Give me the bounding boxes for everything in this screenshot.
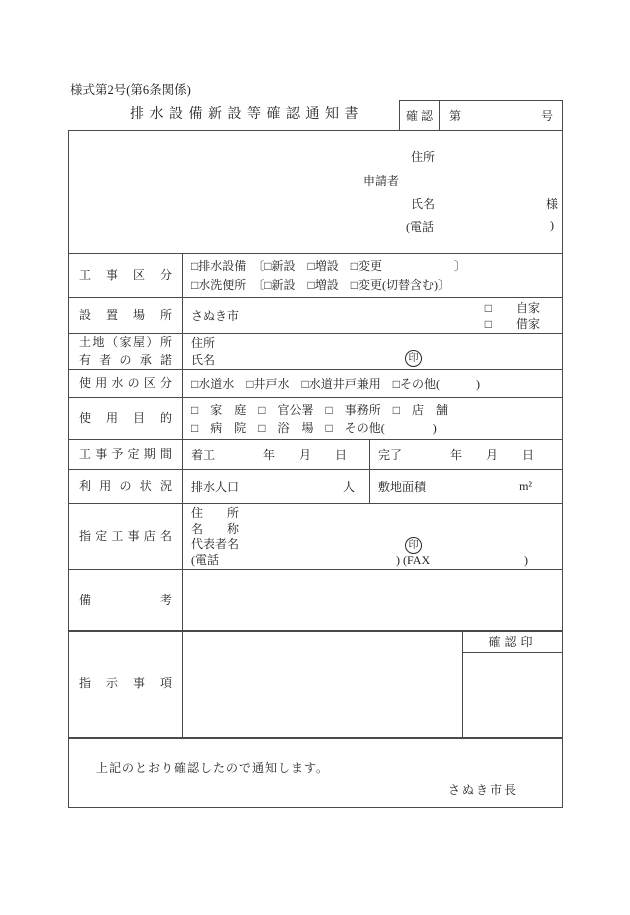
applicant-phone-close: ) xyxy=(550,218,554,232)
contractor-name-label: 名 称 xyxy=(191,521,240,536)
contractor-phone-fax: ) (FAX xyxy=(396,552,431,567)
remarks-label-cell xyxy=(69,570,183,631)
main-form-table xyxy=(68,130,563,632)
notification-footer xyxy=(68,738,563,808)
purpose-label: 使用目的 xyxy=(79,410,172,425)
site-area-cell xyxy=(370,470,562,503)
flush-toilet-options-line: □水洗便所 〔□新設 □増設 □変更(切替含む)〕 xyxy=(191,277,450,292)
remarks-row xyxy=(69,569,562,631)
rented-house-checkbox-line: □ 借家 xyxy=(484,316,540,331)
site-area-label: 敷地面積 xyxy=(378,480,427,494)
confirmation-seal-column xyxy=(462,631,562,737)
contractor-row xyxy=(69,503,562,569)
construction-category-content xyxy=(183,254,562,297)
water-type-label-cell xyxy=(69,370,183,397)
contractor-seal-icon: 印 xyxy=(405,537,422,554)
construction-category-label-cell xyxy=(69,254,183,297)
schedule-label: 工事予定期間 xyxy=(79,446,172,461)
instructions-content xyxy=(183,631,462,737)
schedule-start-cell: 着工 年 月 日 xyxy=(183,440,370,469)
confirmation-label: 確認 xyxy=(400,101,440,130)
usage-status-label: 利用の状況 xyxy=(79,478,172,493)
installation-place-row xyxy=(69,297,562,333)
owner-consent-row xyxy=(69,333,562,369)
number-suffix: 号 xyxy=(540,109,553,123)
page-title: 排水設備新設等確認通知書 xyxy=(130,107,364,122)
remarks-label: 備考 xyxy=(79,592,172,607)
drain-population-cell xyxy=(183,470,370,503)
applicant-section xyxy=(69,131,562,253)
contractor-address-label: 住 所 xyxy=(191,506,240,520)
confirmation-seal-header: 確認印 xyxy=(463,631,562,653)
remarks-content xyxy=(183,570,562,631)
mayor-signature: さぬき市長 xyxy=(447,783,518,797)
notification-text: 上記のとおり確認したので通知します。 xyxy=(96,761,330,775)
usage-status-content xyxy=(183,470,562,503)
purpose-content xyxy=(183,398,562,439)
water-type-label: 使用水の区分 xyxy=(79,375,172,390)
contractor-content xyxy=(183,504,562,569)
confirmation-number-box xyxy=(399,100,563,131)
owner-name-label: 氏名 xyxy=(191,352,216,367)
purpose-options-line1: □ 家 庭 □ 官公署 □ 事務所 □ 店 舗 xyxy=(191,402,448,417)
installation-place-label-cell xyxy=(69,298,183,333)
own-house-checkbox-line: □ 自家 xyxy=(484,300,540,315)
form-number: 様式第2号(第6条関係) xyxy=(70,83,191,97)
owner-consent-content xyxy=(183,334,562,369)
purpose-options-line2: □ 病 院 □ 浴 場 □ その他( ) xyxy=(191,420,437,435)
contractor-phone-fax-line xyxy=(191,553,554,569)
applicant-address-label: 住所 xyxy=(411,150,436,164)
site-area-unit: m² xyxy=(519,479,532,493)
purpose-label-cell xyxy=(69,398,183,439)
construction-category-row xyxy=(69,253,562,297)
instructions-label: 指示事項 xyxy=(79,676,172,691)
contractor-label: 指定工事店名 xyxy=(79,528,172,543)
construction-category-label: 工事区分 xyxy=(79,267,172,282)
contractor-representative-label: 代表者名 xyxy=(191,537,240,551)
instructions-label-cell xyxy=(69,631,183,737)
applicant-name-label: 氏名 xyxy=(411,197,436,211)
instructions-section xyxy=(68,630,563,738)
installation-place-content xyxy=(183,298,562,333)
house-ownership-options xyxy=(485,300,562,332)
schedule-content xyxy=(183,440,562,469)
drainage-options-line: □排水設備 〔□新設 □増設 □変更 〕 xyxy=(191,258,466,273)
contractor-phone-open: (電話 xyxy=(191,552,219,567)
applicant-label: 申請者 xyxy=(363,174,400,188)
contractor-fax-close: ) xyxy=(524,552,528,567)
installation-place-label: 設置場所 xyxy=(79,307,172,322)
confirmation-number-cell xyxy=(440,101,562,130)
schedule-row xyxy=(69,439,562,469)
usage-status-label-cell xyxy=(69,470,183,503)
purpose-row xyxy=(69,397,562,439)
applicant-honorific: 様 xyxy=(546,197,559,211)
schedule-label-cell xyxy=(69,440,183,469)
contractor-label-cell xyxy=(69,504,183,569)
applicant-phone-open: (電話 xyxy=(406,220,434,234)
owner-address-label: 住所 xyxy=(191,335,216,350)
owner-seal-icon: 印 xyxy=(405,350,422,367)
owner-consent-label-cell xyxy=(69,334,183,369)
city-name: さぬき市 xyxy=(191,309,240,323)
usage-status-row xyxy=(69,469,562,503)
schedule-end-cell: 完了 年 月 日 xyxy=(378,448,535,462)
number-prefix: 第 xyxy=(449,109,462,123)
water-type-content xyxy=(183,370,562,397)
drain-population-label: 排水人口 xyxy=(191,480,240,494)
confirmation-seal-area xyxy=(463,653,562,737)
drain-population-unit: 人 xyxy=(342,480,355,494)
owner-consent-label: 土地（家屋）所有者の承諾 xyxy=(79,335,172,367)
water-type-options-line: □水道水 □井戸水 □水道井戸兼用 □その他( ) xyxy=(191,377,480,391)
water-type-row xyxy=(69,369,562,397)
